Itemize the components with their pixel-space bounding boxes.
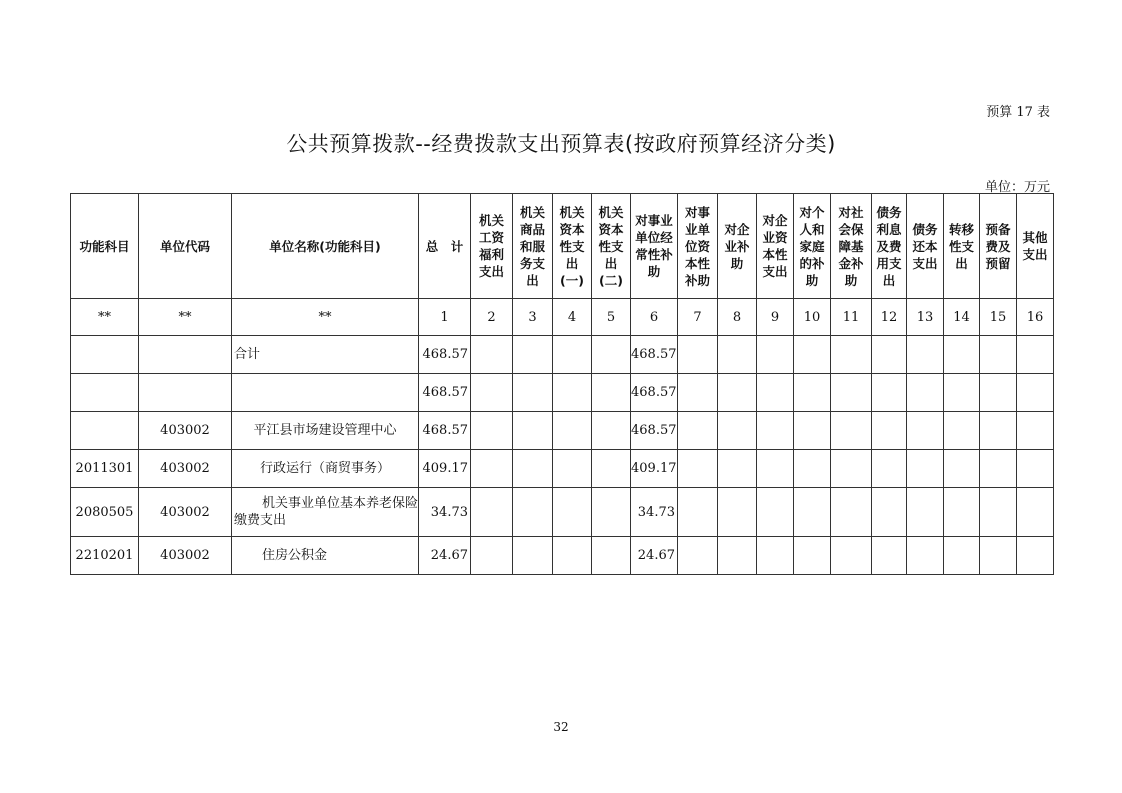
unit-name-cell: 行政运行（商贸事务） <box>232 450 419 488</box>
unit-code-cell <box>139 336 232 374</box>
subsidy-cell: 468.57 <box>631 374 678 412</box>
unit-code-cell: 403002 <box>139 412 232 450</box>
total-cell: 24.67 <box>419 537 471 575</box>
index-cell: ** <box>232 299 419 336</box>
budget-table <box>70 193 1054 575</box>
table-row <box>71 336 1054 374</box>
total-cell: 468.57 <box>419 336 471 374</box>
total-cell: 34.73 <box>419 488 471 537</box>
index-cell: 2 <box>471 299 513 336</box>
index-cell: 8 <box>718 299 757 336</box>
subsidy-cell: 409.17 <box>631 450 678 488</box>
index-cell: ** <box>139 299 232 336</box>
header-cell: 对企业补助 <box>718 194 757 299</box>
index-cell: 14 <box>944 299 980 336</box>
unit-code-cell: 403002 <box>139 488 232 537</box>
func-code-cell <box>71 374 139 412</box>
func-code-cell <box>71 336 139 374</box>
subsidy-cell: 24.67 <box>631 537 678 575</box>
index-cell: 12 <box>872 299 907 336</box>
header-cell: 机关资本性支出(一) <box>553 194 592 299</box>
table-row <box>71 374 1054 412</box>
index-cell: 5 <box>592 299 631 336</box>
unit-name-cell: 住房公积金 <box>232 537 419 575</box>
func-code-cell: 2080505 <box>71 488 139 537</box>
page-number: 32 <box>553 720 569 734</box>
unit-name-cell: 机关事业单位基本养老保险缴费支出 <box>232 488 419 537</box>
func-code-cell <box>71 412 139 450</box>
index-cell: 15 <box>980 299 1017 336</box>
header-cell: 功能科目 <box>71 194 139 299</box>
header-cell: 对事业单位经常性补助 <box>631 194 678 299</box>
header-cell: 预备费及预留 <box>980 194 1017 299</box>
index-cell: 10 <box>794 299 831 336</box>
table-row <box>71 537 1054 575</box>
index-cell: 7 <box>678 299 718 336</box>
header-cell: 单位名称(功能科目) <box>232 194 419 299</box>
table-row <box>71 450 1054 488</box>
table-row <box>71 488 1054 537</box>
func-code-cell: 2210201 <box>71 537 139 575</box>
header-cell: 总 计 <box>419 194 471 299</box>
header-cell: 对社会保障基金补助 <box>831 194 872 299</box>
index-cell: 9 <box>757 299 794 336</box>
subsidy-cell: 468.57 <box>631 336 678 374</box>
index-cell: 13 <box>907 299 944 336</box>
header-cell: 对事业单位资本性补助 <box>678 194 718 299</box>
index-cell: 1 <box>419 299 471 336</box>
header-cell: 机关资本性支出(二) <box>592 194 631 299</box>
unit-code-cell: 403002 <box>139 537 232 575</box>
header-row <box>71 194 1054 299</box>
index-cell: ** <box>71 299 139 336</box>
total-cell: 468.57 <box>419 374 471 412</box>
header-cell: 债务还本支出 <box>907 194 944 299</box>
header-cell: 债务利息及费用支出 <box>872 194 907 299</box>
header-cell: 对企业资本性支出 <box>757 194 794 299</box>
index-cell: 11 <box>831 299 872 336</box>
unit-name-cell: 合计 <box>232 336 419 374</box>
unit-code-cell <box>139 374 232 412</box>
unit-label: 单位：万元 <box>984 180 1050 195</box>
table-row <box>71 412 1054 450</box>
index-cell: 16 <box>1017 299 1054 336</box>
func-code-cell: 2011301 <box>71 450 139 488</box>
header-cell: 单位代码 <box>139 194 232 299</box>
unit-name-cell <box>232 374 419 412</box>
index-cell: 3 <box>513 299 553 336</box>
subsidy-cell: 34.73 <box>631 488 678 537</box>
unit-name-cell: 平江县市场建设管理中心 <box>232 412 419 450</box>
header-cell: 对个人和家庭的补助 <box>794 194 831 299</box>
index-cell: 4 <box>553 299 592 336</box>
header-cell: 机关工资福利支出 <box>471 194 513 299</box>
index-row <box>71 299 1054 336</box>
header-cell: 机关商品和服务支出 <box>513 194 553 299</box>
subsidy-cell: 468.57 <box>631 412 678 450</box>
table-number: 预算 17 表 <box>986 105 1050 120</box>
header-cell: 转移性支出 <box>944 194 980 299</box>
header-cell: 其他支出 <box>1017 194 1054 299</box>
page-title: 公共预算拨款--经费拨款支出预算表(按政府预算经济分类) <box>286 132 836 156</box>
index-cell: 6 <box>631 299 678 336</box>
unit-code-cell: 403002 <box>139 450 232 488</box>
total-cell: 409.17 <box>419 450 471 488</box>
total-cell: 468.57 <box>419 412 471 450</box>
